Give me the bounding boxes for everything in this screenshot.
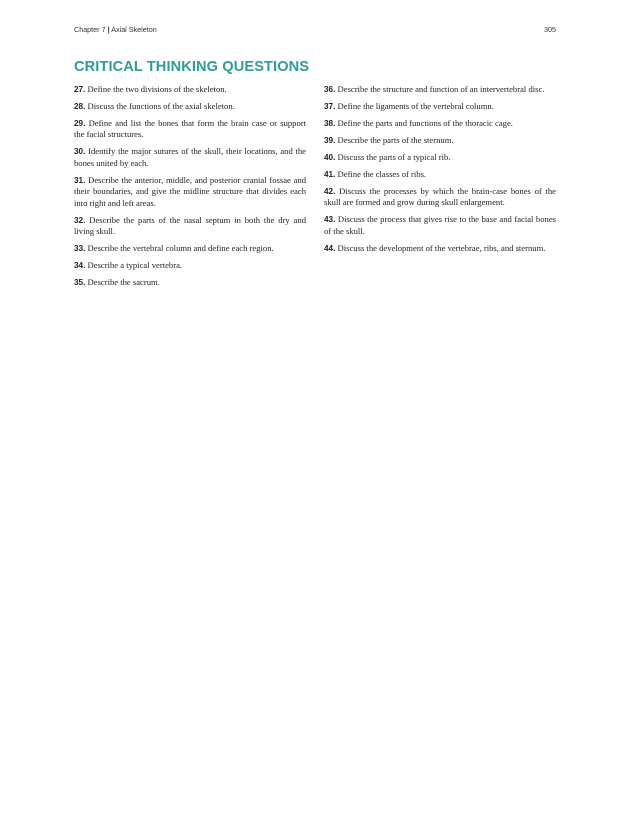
question-text: Identify the major sutures of the skull, their locations, and the bones united by each. bbox=[74, 146, 306, 168]
question-number: 41. bbox=[324, 170, 336, 179]
question-number: 44. bbox=[324, 243, 336, 253]
question-text: Describe the structure and function of an intervertebral disc. bbox=[337, 84, 545, 94]
question-item bbox=[324, 135, 556, 146]
question-text: Define the two divisions of the skeleton. bbox=[87, 84, 227, 94]
question-item bbox=[324, 101, 556, 112]
questions-column-left bbox=[74, 84, 306, 294]
header-separator: | bbox=[107, 25, 110, 34]
question-number: 28. bbox=[74, 102, 86, 111]
question-number: 39. bbox=[324, 136, 336, 145]
question-text: Discuss the development of the vertebrae, ribs, and sternum. bbox=[337, 242, 546, 253]
question-number: 43. bbox=[324, 215, 336, 225]
question-number: 30. bbox=[74, 147, 86, 157]
question-item bbox=[74, 175, 306, 209]
question-number: 35. bbox=[74, 278, 86, 288]
question-text: Define the ligaments of the vertebral column. bbox=[337, 101, 494, 111]
question-text: Define the parts and functions of the thoracic cage. bbox=[337, 118, 513, 128]
question-item bbox=[324, 214, 556, 237]
question-number: 32. bbox=[74, 215, 86, 225]
question-number: 31. bbox=[74, 175, 86, 185]
question-number: 40. bbox=[324, 153, 336, 162]
question-text: Describe the vertebral column and define each region. bbox=[87, 243, 274, 254]
question-text: Describe the parts of the nasal septum in both the dry and living skull. bbox=[74, 214, 306, 237]
question-text: Describe a typical vertebra. bbox=[87, 260, 183, 271]
question-item bbox=[324, 243, 556, 254]
question-text: Describe the sacrum. bbox=[87, 277, 160, 288]
question-number: 37. bbox=[324, 102, 336, 111]
questions-column-right bbox=[324, 84, 556, 260]
question-item bbox=[74, 243, 306, 254]
question-number: 27. bbox=[74, 85, 86, 94]
question-text: Discuss the functions of the axial skeleton. bbox=[87, 101, 235, 111]
question-item bbox=[324, 118, 556, 129]
section-title: CRITICAL THINKING QUESTIONS bbox=[74, 59, 310, 75]
question-text: Describe the parts of the sternum. bbox=[337, 135, 454, 145]
question-number: 42. bbox=[324, 187, 336, 196]
question-item bbox=[74, 277, 306, 288]
question-item bbox=[324, 152, 556, 163]
question-text: Discuss the parts of a typical rib. bbox=[337, 152, 451, 162]
running-head bbox=[74, 25, 157, 34]
page-header bbox=[74, 25, 556, 37]
chapter-title: Axial Skeleton bbox=[111, 25, 157, 34]
question-number: 29. bbox=[74, 119, 86, 128]
question-item bbox=[74, 260, 306, 271]
question-item bbox=[74, 215, 306, 238]
question-item bbox=[74, 146, 306, 169]
question-item bbox=[74, 118, 306, 141]
question-text: Define the classes of ribs. bbox=[337, 169, 427, 179]
question-item bbox=[324, 186, 556, 209]
question-text: Discuss the processes by which the brain-case bones of the skull are formed and grow during skull enlargement. bbox=[324, 186, 556, 208]
question-number: 36. bbox=[324, 85, 336, 94]
question-item bbox=[74, 84, 306, 95]
question-number: 33. bbox=[74, 244, 86, 254]
question-item bbox=[324, 169, 556, 180]
question-text: Discuss the process that gives rise to the base and facial bones of the skull. bbox=[324, 214, 556, 236]
question-number: 38. bbox=[324, 119, 336, 128]
question-item bbox=[74, 101, 306, 112]
chapter-label: Chapter 7 bbox=[74, 25, 106, 34]
question-number: 34. bbox=[74, 261, 86, 271]
question-text: Describe the anterior, middle, and posterior cranial fossae and their boundaries, and give the midline structure that divides each into right and left areas. bbox=[74, 174, 306, 208]
page-number: 305 bbox=[544, 25, 556, 34]
question-text: Define and list the bones that form the brain case or support the facial structures. bbox=[74, 118, 307, 140]
question-item bbox=[324, 84, 556, 95]
